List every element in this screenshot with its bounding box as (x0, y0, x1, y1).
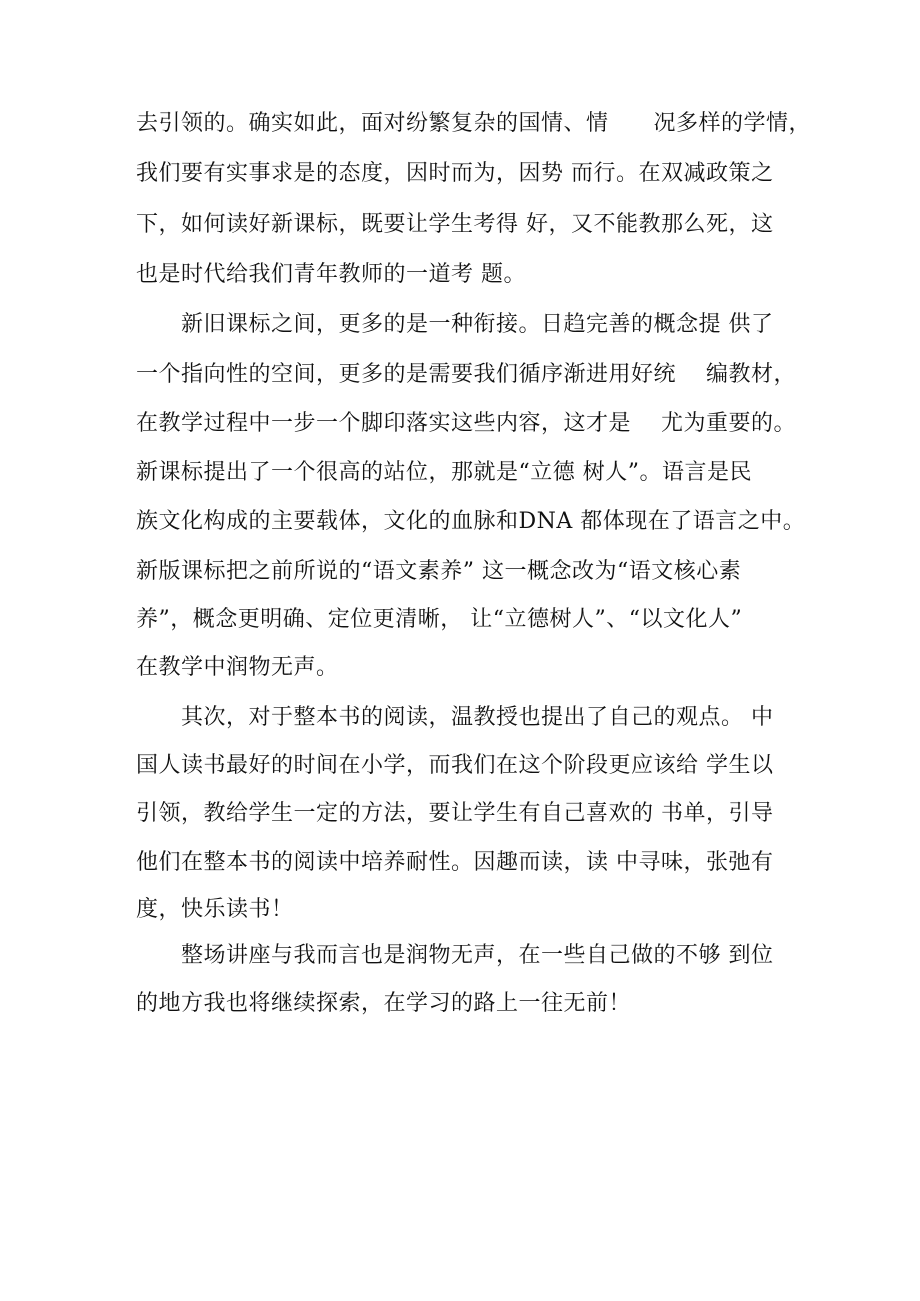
text-line: 下，如何读好新课标，既要让学生考得 好，又不能教那么死，这 (136, 212, 774, 237)
text-line: 度，快乐读书！ (136, 897, 294, 922)
text-line: 在教学中润物无声。 (136, 655, 339, 680)
text-line: 也是时代给我们青年教师的一道考 题。 (136, 262, 526, 287)
text-line: 他们在整本书的阅读中培养耐性。因趣而读，读 中寻味，张弛有 (136, 850, 774, 875)
text-line: 其次，对于整本书的阅读，温教授也提出了自己的观点。 中 (136, 705, 774, 730)
text-line: 去引领的。确实如此，面对纷繁复杂的国情、情 况多样的学情， (136, 111, 812, 136)
text-line: 新旧课标之间，更多的是一种衔接。日趋完善的概念提 供了 (136, 312, 774, 337)
text-line: 引领，教给学生一定的方法，要让学生有自己喜欢的 书单，引导 (136, 801, 774, 826)
text-line: 我们要有实事求是的态度，因时而为，因势 而行。在双减政策之 (136, 161, 774, 186)
text-line: 在教学过程中一步一个脚印落实这些内容，这才是 尤为重要的。 (136, 411, 796, 436)
text-line: 新版课标把之前所说的“语文素养” 这一概念改为“语文核心素 (136, 559, 742, 584)
text-line: 养”，概念更明确、定位更清晰， 让“立德树人”、“以文化人” (136, 607, 743, 632)
document-body (136, 106, 812, 1016)
text-line: 国人读书最好的时间在小学，而我们在这个阶段更应该给 学生以 (136, 753, 774, 778)
text-line: 族文化构成的主要载体，文化的血脉和DNA 都体现在了语言之中。 (136, 509, 806, 534)
text-line: 的地方我也将继续探索，在学习的路上一往无前！ (136, 991, 632, 1016)
text-line: 整场讲座与我而言也是润物无声，在一些自己做的不够 到位 (136, 943, 774, 968)
text-line: 一个指向性的空间，更多的是需要我们循序渐进用好统 编教材， (136, 362, 796, 387)
text-line: 新课标提出了一个很高的站位，那就是“立德 树人”。语言是民 (136, 460, 752, 485)
